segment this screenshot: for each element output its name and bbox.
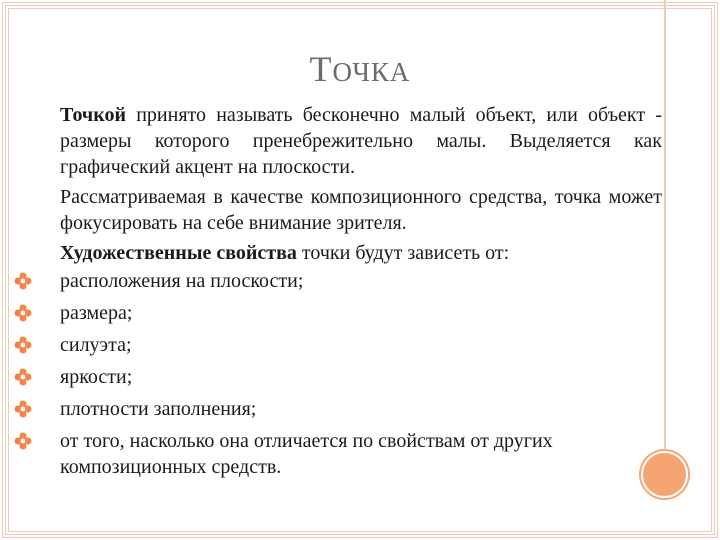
slide-body — [60, 102, 662, 486]
properties-list — [60, 268, 662, 480]
paragraph-properties — [60, 240, 662, 266]
paragraph-text: принято называть бесконечно малый объект, или объект - размеры которого пренебрежительно малы. Выделяется как графический акцент на плоскости. — [60, 104, 662, 178]
list-item-text: силуэта; — [60, 334, 132, 356]
list-item — [60, 300, 662, 326]
paragraph-bold: Художественные свойства — [60, 242, 297, 264]
title-rest: ОЧКА — [332, 57, 411, 87]
list-item — [60, 332, 662, 358]
list-item-text: плотности заполнения; — [60, 398, 257, 420]
paragraph-composition — [60, 184, 662, 236]
list-item-text: от того, насколько она отличается по свойствам от других композиционных средств. — [60, 430, 553, 478]
paragraph-text: Рассматриваемая в качестве композиционного средства, точка может фокусировать на себе внимание зрителя. — [60, 186, 662, 234]
list-item-text: размера; — [60, 302, 133, 324]
list-item — [60, 396, 662, 422]
flower-bullet-icon — [14, 272, 32, 290]
flower-bullet-icon — [14, 336, 32, 354]
list-item — [60, 364, 662, 390]
list-item-text: яркости; — [60, 366, 133, 388]
list-item — [60, 428, 662, 480]
paragraph-text: точки будут зависеть от: — [296, 242, 510, 264]
slide-title — [0, 48, 720, 90]
paragraph-definition — [60, 102, 662, 180]
flower-bullet-icon — [14, 400, 32, 418]
decorative-circle — [641, 451, 688, 498]
flower-bullet-icon — [14, 368, 32, 386]
title-first-letter: Т — [309, 49, 333, 89]
flower-bullet-icon — [14, 432, 32, 450]
list-item-text: расположения на плоскости; — [60, 270, 304, 292]
list-item — [60, 268, 662, 294]
flower-bullet-icon — [14, 304, 32, 322]
paragraph-bold: Точкой — [60, 104, 126, 126]
